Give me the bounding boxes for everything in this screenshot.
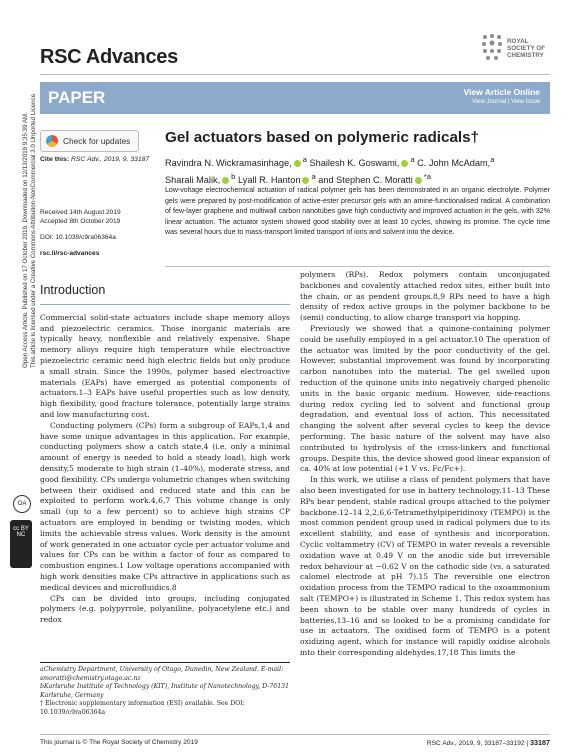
page-number: 33187 bbox=[530, 738, 550, 747]
check-for-updates-label: Check for updates bbox=[63, 136, 131, 146]
check-for-updates-button[interactable] bbox=[40, 130, 139, 152]
author-list: Ravindra N. Wickramasinhage, $^a$ Shailesh K. Goswami, $^a$ C. John McAdam,$^a$ Sharali Malik, $^b$ Lyall R. Hanton $^a$ and Stephen C. Moratti $^{*a}$ bbox=[165, 155, 495, 186]
footnote-esi: † Electronic supplementary information (ESI) available. See DOI: 10.1039/c9ra06364a bbox=[40, 700, 245, 716]
section-heading-introduction: Introduction bbox=[40, 283, 106, 297]
rsc-logo[interactable] bbox=[479, 30, 547, 68]
doi[interactable]: DOI: 10.1039/c9ra06364a bbox=[40, 234, 116, 241]
orcid-icon[interactable] bbox=[415, 177, 422, 184]
abstract: Low-voltage electrochemical actuation of radical polymer gels has been demonstrated in an organic electrolyte. Polymer gels were prepared by post-modification of active-ester precursor gels with an amine-functionalised radical. A combination of few-layer graphene and multiwall carbon nanotubes gave high conductivity and improved actuation in the gels, with 32% linear actuation. The actuator system showed good stability over at least 10 cycles, showing its promise. The cycle time was several hours due to mass-transport limited transport of ions and solvent into the device. bbox=[165, 187, 550, 237]
footnote-divider bbox=[40, 662, 290, 663]
author-name: Ravindra N. Wickramasinhage, bbox=[165, 158, 292, 169]
author-name: C. John McAdam, bbox=[417, 158, 491, 169]
author-name: Lyall R. Hanton bbox=[237, 175, 301, 186]
cc-badge-label: cc BY NC bbox=[13, 526, 29, 538]
author-name: and Stephen C. Moratti bbox=[318, 175, 413, 186]
paragraph: polymers (RPs). Redox polymers contain unconjugated backbones and covalently attached redox sites, either built into the chain, or as pendent groups.8,9 RPs need to have a high density of redox active groups in the polymer backbone to be (semi) conducting, to allow charge transport via hopping. bbox=[300, 270, 550, 323]
citation-label: Cite this: bbox=[40, 156, 70, 163]
rsc-logo-text: ROYAL SOCIETY OF CHEMISTRY bbox=[507, 38, 546, 59]
section-label: PAPER bbox=[48, 88, 106, 107]
header-divider bbox=[40, 74, 550, 75]
body-column-left bbox=[40, 270, 290, 626]
orcid-icon[interactable] bbox=[302, 177, 309, 184]
footnote-affiliation-b: bKarlsruhe Institute of Technology (KIT), Institute of Nanotechnology, D-76131 Karlsruhe, Germany bbox=[40, 683, 290, 699]
citation-text: RSC Adv., 2019, 9, 33187 bbox=[70, 156, 150, 163]
view-journal-issue-links[interactable]: View Journal | View Issue bbox=[471, 99, 540, 105]
abstract-divider bbox=[165, 266, 550, 267]
footer-citation-text: RSC Adv., 2019, 9, 33187–33192 | bbox=[426, 740, 529, 747]
author-name: Shailesh K. Goswami, bbox=[309, 158, 400, 169]
footnote-affiliation-a: aChemistry Department, University of Otago, Dunedin, New Zealand. E-mail: smoratti@chemistry.otago.ac.nz bbox=[40, 666, 284, 682]
orcid-icon[interactable] bbox=[401, 160, 408, 167]
orcid-icon[interactable] bbox=[222, 177, 229, 184]
article-meta bbox=[40, 208, 155, 258]
crossmark-icon bbox=[46, 135, 58, 147]
sidebar-line-2: This article is licensed under a Creative Commons Attribution-NonCommercial 3.0 Unported Licence. bbox=[30, 92, 37, 368]
cc-license-icon[interactable] bbox=[10, 520, 32, 568]
sidebar-line-1: Open Access Article. Published on 17 October 2019. Downloaded on 12/13/2019 9:35:39 AM. bbox=[22, 112, 29, 368]
paragraph: Previously we showed that a quinone-containing polymer could be usefully employed in a gel actuator.10 The operation of the actuator was limited by the poor conductivity of the gel. However, substantial improvement was found by incorporating carbon nanotubes into the material. The gel swelled upon reduction of the quinone units into negatively charged phenolic units in the basic organic medium. However, side-reactions during redox cycling led to solvent and functional group degradation, and eventual loss of action. This necessitated changing the solvent after several cycles to keep the device performing. The basic nature of the solvent may have also contributed to hydrolysis of the cross-linkers and functional groups. Despite this, the device showed good linear expansion of ca. 40% at low potential (+1 V vs. Fc/Fc+). bbox=[300, 323, 550, 474]
paragraph: Commercial solid-state actuators include shape memory alloys and piezoelectric ceramics. Those inorganic materials are typically heavy, nonflexible and relatively expensive. Shape memory alloys require high temperature while electroactive piezoelectric ceramic need high electric fields but only produce a small strain. Since the 1990s, polymer based electroactive materials (EAPs) have emerged as potential components of actuators.1–3 EAPs have useful properties such as low density, high flexibility, good fracture tolerance, potentially large strains and low manufacturing cost. bbox=[40, 312, 290, 419]
journal-title: RSC Advances bbox=[40, 46, 178, 68]
view-links bbox=[463, 87, 540, 105]
section-heading-rule bbox=[40, 304, 290, 305]
journal-site-link[interactable]: rsc.li/rsc-advances bbox=[40, 250, 100, 257]
body-column-right bbox=[300, 270, 550, 659]
footer-citation bbox=[427, 738, 550, 747]
article-type-banner bbox=[40, 82, 550, 114]
rsc-logo-icon bbox=[479, 32, 505, 64]
view-article-online-link[interactable]: View Article Online bbox=[463, 87, 540, 97]
licence-sidebar bbox=[22, 8, 38, 368]
open-access-icon: OA bbox=[13, 495, 31, 513]
paragraph: Conducting polymers (CPs) form a subgroup of EAPs,1,4 and have some unique advantages in this application. For example, conducting polymers show a catch state,4 (i.e. only a minimal amount of energy is needed to hold a steady load), high work density,5 moderate to high strain (1–40%), moderate stress, and good flexibility. CPs undergo volumetric changes when switching between their oxidised and reduced state and this can be exploited to perform work.4,6,7 This volume change is only small (up to a few percent) so to achieve high strains CP actuators are employed in bending or twisting modes, which limits the achievable stress values. Work density is the amount of work generated in one actuator cycle per actuator volume and values for CPs can be within a factor of four as compared to combustion engines.1 Low voltage operations accompanied with high work densities make CPs attractive in applications such as medical devices and microfluidics.8 bbox=[40, 420, 290, 592]
footer-divider bbox=[40, 734, 550, 735]
citation bbox=[40, 156, 149, 163]
footnotes bbox=[40, 666, 290, 718]
author-name: Sharali Malik, bbox=[165, 175, 221, 186]
orcid-icon[interactable] bbox=[294, 160, 301, 167]
received-date: Received 14th August 2019 bbox=[40, 209, 121, 216]
paragraph: In this work, we utilise a class of pendent polymers that have also been investigated for use in battery technology.11–13 These RPs bear pendent, stable radical groups attached to the polymer backbone.12–14 2,2,6,6-Tetramethylpiperidinoxy (TEMPO) is the most common pendent group used in radical polymers due to its excellent stability, and ease of synthesis and incorporation. Cyclic voltammetry (CV) of TEMPO in water reveals a reversible oxidation wave at 0.49 V on the anodic side but irreversible redox behaviour at −0.62 V on the cathodic side (vs. a saturated calomel electrode at pH 7).15 The reversible one electron oxidation process from the TEMPO radical to the oxoammonium salt (TEMPO+) is illustrated in Scheme 1. This redox system has been shown to be stable over many hundreds of cycles in batteries,13–16 and so looked to be a promising candidate for use in actuators. The oxidised form of TEMPO is a potent oxidizing agent, which for instance will rapidly oxidise alcohols into their corresponding aldehydes.17,18 This limits the bbox=[300, 475, 550, 657]
footer-copyright: This journal is © The Royal Society of Chemistry 2019 bbox=[40, 739, 198, 746]
accepted-date: Accepted 8th October 2019 bbox=[40, 218, 121, 225]
article-title: Gel actuators based on polymeric radicals† bbox=[165, 129, 479, 146]
paragraph: CPs can be divided into groups, including conjugated polymers (e.g. polypyrrole, polyaniline, polyacetylene etc.) and redox bbox=[40, 593, 290, 625]
